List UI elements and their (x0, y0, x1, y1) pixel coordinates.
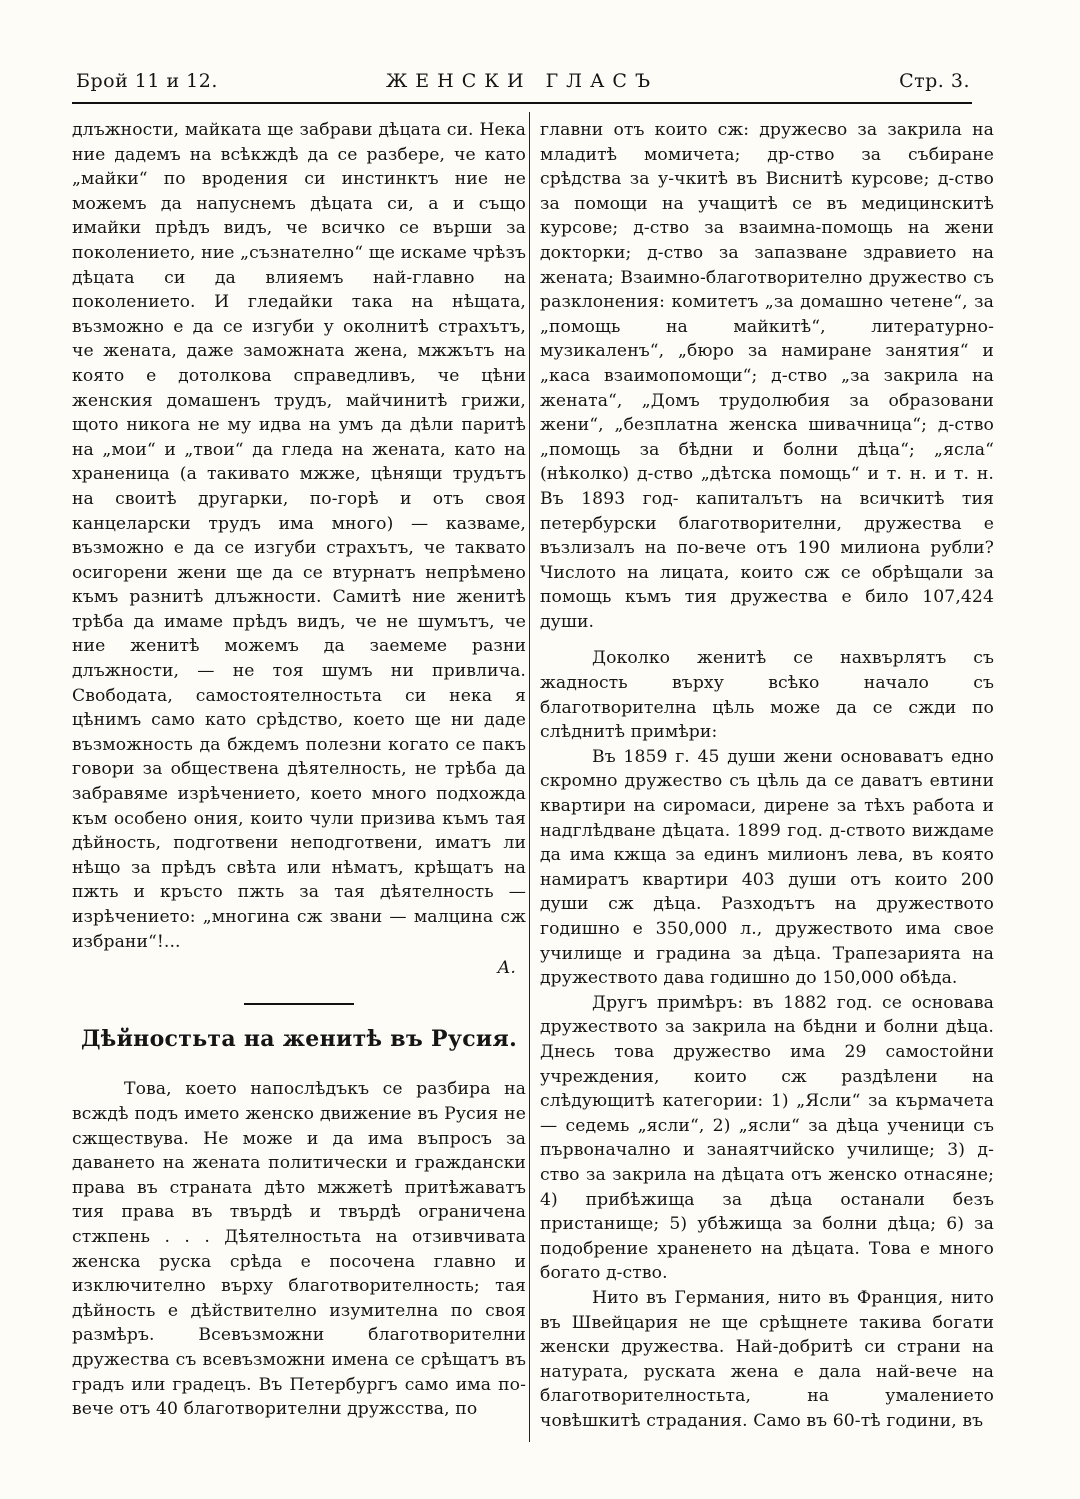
paragraph-continuation: длъжности, майката ще забрави дѣцата си. Нека ние дадемъ на всѣкждѣ да се разбере, че като „майки“ по вродения си инстинктъ ние не можемъ да напуснемъ дѣцата си, а и също имайки прѣдъ видъ, че всичко се върши за поколението, ние „съзнателно“ ще искаме чрѣзъ дѣцата си да влияемъ най-главно на поколението. И гледайки така на нѣщата, възможно е да се изгуби у околнитѣ страхътъ, че жената, даже заможната жена, мжжътъ на която е дотолкова справедливъ, че цѣни женския домашенъ трудъ, майчинитѣ грижи, щото никога не му идва на умъ да дѣли паритѣ на „мои“ и „твои“ да гледа на жената, като на храненица (а такивато мжже, цѣнящи трудътъ на своитѣ другарки, по-горѣ и отъ своя канцеларски трудъ има много) — казваме, възможно е да се изгуби страхътъ, че таквато осигорени жени ще да се втурнатъ непрѣмено къмъ разнитѣ длъжности. Самитѣ ние женитѣ трѣба да имаме прѣдъ видъ, че не шумътъ, че ние женитѣ можемъ да заемеме разни длъжности, — не тоя шумъ ни привлича. Свободата, самостоятелностьта си нека я цѣнимъ само като срѣдство, което ще ни даде възможность да бждемъ полезни когато се пакъ говори за обществена дѣятелность, не трѣба да забравяме изрѣчението, което много подхожда към особено ония, които чули призива къмъ тая дѣйность, подготвени неподготвени, иматъ ли нѣщо за прѣдъ свѣта или нѣматъ, крѣщатъ на пжть и кръсто пжть за тая дѣятелность — изрѣчението: „многина сж звани — малцина сж избрани“!... (72, 120, 526, 952)
author-signature: А. (497, 958, 516, 979)
paragraph: Другъ примѣръ: въ 1882 год. се основава дружеството за закрила на бѣдни и болни дѣца. Днесь това дружество има 29 самостойни учреждения, които сж раздѣлени на слѣдующитѣ категории: 1) „Ясли“ за кърмачета — седемь „ясли“, 2) „ясли“ за дѣца ученици съ първоначално и занаятчийско училище; 3) д-ство за закрила на дѣцата отъ женско отнасяне; 4) прибѣжища за дѣца останали безъ пристанище; 5) убѣжища за болни дѣца; 6) за подобрение храненето на дѣцата. Това е много богато д-ство. (540, 992, 994, 1284)
section-title: Дѣйностьта на женитѣ въ Русия. (80, 1025, 518, 1052)
paragraph: Нито въ Германия, нито въ Франция, нито въ Швейцария не ще срѣщнете такива богати женски дружества. Най-добритѣ си страни на натурата, руската жена е дала най-вече на благотворителностьта, на умалението човѣшкитѣ страдания. Само въ 60-тѣ години, въ (540, 1287, 994, 1431)
page-header (72, 70, 972, 100)
paragraph-continuation: главни отъ които сж: дружесво за закрила на младитѣ момичета; др-ство за събиране срѣдства за у-чкитѣ въ Виснитѣ курсове; д-ство за помощи на учащитѣ се въ медицинскитѣ курсове; д-ство за взаимна-помощь на жени докторки; д-ство за запазване здравието на жената; Взаимно-благотворително дружество съ разклонения: комитетъ „за домашно четене“, за „помощь на майкитѣ“, литературно-музикаленъ“, „бюро за намиране занятия“ и „каса взаимопомощи“; д-ство „за закрила на жената“, „Домъ трудолюбия за образовани жени“, „безплатна женска шивачница“; д-ство „помощь за бѣдни и болни дѣца“; „ясла“ (нѣколко) д-ство „дѣтска помощь“ и т. н. и т. н. Въ 1893 год- капиталътъ на всичкитѣ тия петербурски благотворителни, дружества е възлизалъ на по-вече отъ 190 милиона рубли? Числото на лицата, които сж се обрѣщали за помощь къмъ тия дружества е било 107,424 души. (540, 120, 994, 632)
column-divider (529, 112, 530, 1442)
paragraph: Това, което напослѣдъкъ се разбира на всждѣ подъ името женско движение въ Русия не сжществува. Не може и да има въпросъ за даването на жената политически и граждански права въ страната дѣто мжжетѣ притѣжаватъ тия права въ твърдѣ и твърдѣ ограничена стжпень . . . Дѣятелностьта на отзивчивата женска руска срѣда е посочена главно и изключително върху благотворителность; тая дѣйность е дѣйствително изумителна по своя размѣръ. Всевъзможни благотворителни дружества съ всевъзможни имена се срѣщатъ въ градъ или градецъ. Въ Петербургъ само има по-вече отъ 40 благотворителни дружсства, по (72, 1079, 526, 1420)
page-number: Стр. 3. (899, 70, 970, 92)
header-rule (72, 102, 972, 104)
masthead: ЖЕНСКИ ГЛАСЪ (385, 70, 659, 92)
issue-number: Брой 11 и 12. (76, 70, 218, 92)
paragraph: Доколко женитѣ се нахвърлятъ съ жадность върху всѣко начало съ благотворителна цѣль може да се сжди по слѣднитѣ примѣри: (540, 648, 994, 743)
section-divider (244, 1003, 354, 1005)
right-column (540, 118, 994, 1433)
paragraph: Въ 1859 г. 45 души жени основаватъ едно скромно дружество съ цѣль да се даватъ евтини квартири на сиромаси, дирене за тѣхъ работа и надглѣдване дѣцата. 1899 год. д-ството виждаме да има кжща за единъ милионъ лева, въ която намиратъ квартири 403 души отъ които 200 души сж дѣца. Разходътъ на дружеството годишно е 350,000 л., дружеството има свое училище и градина за дѣца. Трапезарията на дружеството дава годишно до 150,000 обѣда. (540, 746, 994, 989)
left-column (72, 118, 526, 1422)
